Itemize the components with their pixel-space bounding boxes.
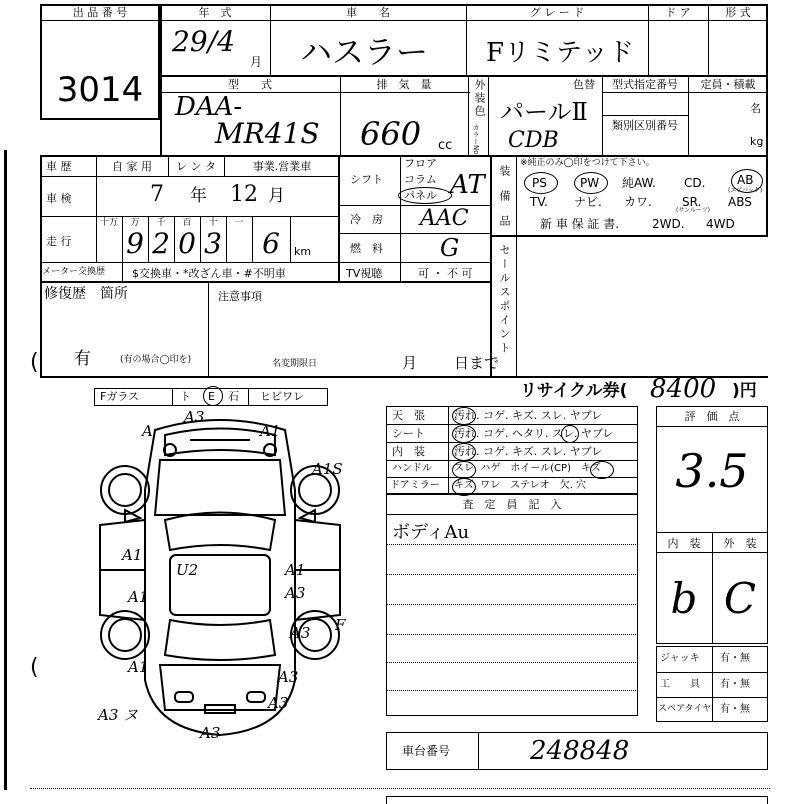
notes-label: 注意事項	[218, 290, 262, 303]
tool-label: 工 具	[660, 679, 700, 690]
tool-value: 有・無	[720, 653, 750, 664]
exterior-grade-value: C	[723, 574, 757, 623]
grade-value: Fリミテッド	[486, 38, 635, 68]
svg-text:A3: A3	[290, 624, 311, 642]
grade-label: グ レ ー ド	[529, 6, 585, 19]
shift-column: コラム	[404, 173, 437, 186]
svg-text:A3: A3	[184, 410, 205, 426]
equip-sr: SR.	[682, 195, 702, 209]
recycle-value: 8400	[650, 374, 717, 404]
repair-label: 修復歴 箇所	[44, 286, 128, 302]
svg-text:A1: A1	[128, 658, 149, 676]
car-name-label: 車 名	[346, 6, 390, 19]
check-row-label: ドアミラー	[390, 480, 440, 491]
svg-text:U2: U2	[176, 561, 199, 579]
shift-value: AT	[450, 170, 485, 200]
margin-mark: (	[30, 350, 39, 375]
displacement-label: 排 気 量	[376, 78, 432, 91]
inspection-label: 車 検	[46, 192, 72, 205]
digit-label-100: 百	[182, 218, 192, 228]
capacity-label: 定員・積載	[700, 78, 756, 91]
digit-label-1: 一	[234, 218, 244, 228]
type-value-model: MR41S	[215, 117, 320, 150]
mileage-digit: 6	[262, 227, 280, 260]
check-row-items: キズ. ワレ ステレオ 欠. 穴	[454, 480, 587, 491]
equip-4wd: 4WD	[706, 217, 735, 231]
recycle-label: リサイクル券(	[520, 381, 628, 401]
interior-grade-value: b	[670, 574, 698, 623]
mileage-digit: 0	[178, 227, 196, 260]
deadline-label: 名変期限日	[272, 359, 318, 369]
panel-circle	[398, 187, 452, 204]
equip-leather: カワ.	[624, 195, 652, 209]
color-change-label: 色替	[573, 78, 595, 91]
tv-label: TV視聴	[346, 267, 383, 280]
check-row-items: 汚れ. コゲ. キズ. スレ. ヤブレ	[454, 409, 603, 422]
tool-value: 有・無	[720, 704, 750, 715]
equip-ps: PS	[532, 176, 547, 190]
tool-label: スペアタイヤ	[658, 704, 712, 714]
check-row-items: スレ. ハゲ ホイール(CP) キズ	[454, 463, 601, 474]
history-business: 事業.営業車	[252, 160, 312, 173]
inspector-label: 査 定 員 記 入	[462, 498, 562, 511]
digit-label-100k: 十万	[99, 218, 118, 228]
ac-label: 冷 房	[350, 213, 383, 226]
chassis-value: 248848	[530, 736, 630, 766]
fuel-value: G	[440, 234, 460, 262]
mileage-digit: 2	[152, 227, 170, 260]
type-label: 型 式	[228, 78, 272, 91]
sales-point-box	[490, 235, 768, 378]
inspection-month-unit: 月	[268, 186, 285, 206]
tool-label: ジャッキ	[660, 653, 700, 664]
svg-text:A1: A1	[260, 422, 281, 440]
svg-text:A1S: A1S	[312, 460, 343, 478]
glass-front: Fガラス	[100, 390, 139, 403]
repair-note: (有の場合◯印を)	[120, 355, 192, 365]
kg-unit: kg	[750, 135, 764, 148]
check-row-items: 汚れ. コゲ. キズ. スレ. ヤブレ	[454, 445, 603, 458]
cc-unit: cc	[438, 138, 453, 153]
year-value: 29/4	[172, 25, 235, 58]
meter-options: $交換車・*改ざん車・#不明車	[132, 267, 286, 280]
car-diagram	[80, 410, 370, 750]
glass-e: E	[208, 390, 215, 403]
recycle-close: )円	[732, 381, 757, 401]
bottom-divider	[30, 788, 770, 789]
equip-ab: AB	[737, 173, 754, 187]
persons-unit: 名	[750, 102, 761, 115]
glass-to: ト	[180, 390, 191, 403]
tool-value: 有・無	[720, 679, 750, 690]
exterior-color-label: 外装色	[473, 79, 486, 118]
equip-ab-sub: (エアバッグ)	[728, 187, 763, 194]
svg-text:A: A	[142, 422, 153, 440]
displacement-value: 660	[360, 115, 422, 153]
equip-tv: TV.	[530, 195, 548, 209]
mileage-label: 走 行	[46, 235, 72, 248]
km-unit: km	[294, 245, 312, 258]
svg-text:A3: A3	[285, 584, 306, 602]
next-sheet-box	[386, 796, 768, 804]
ac-value: AAC	[420, 206, 469, 231]
meter-label: メーター交換歴	[42, 267, 106, 277]
inspection-year-unit: 年	[190, 186, 207, 206]
check-row-label: 内 装	[392, 445, 425, 458]
equip-abs: ABS	[728, 195, 752, 209]
svg-text:A3: A3	[200, 724, 221, 742]
digit-label-10: 十	[208, 218, 218, 228]
shift-floor: フロア	[404, 157, 437, 170]
check-row-label: シート	[392, 427, 425, 440]
car-name-value: ハスラー	[300, 33, 429, 71]
history-label: 車 歴	[46, 160, 72, 173]
color-code: CDB	[508, 128, 559, 153]
margin-rule	[4, 150, 7, 790]
svg-text:A1: A1	[122, 546, 143, 564]
equip-aw: 純AW.	[622, 176, 656, 190]
history-private: 自 家 用	[112, 160, 152, 173]
margin-mark: (	[30, 655, 39, 680]
interior-grade-label: 内 装	[667, 537, 701, 550]
category-label: 類別区別番号	[612, 119, 678, 132]
digit-label-10k: 万	[130, 218, 140, 228]
door-label: ド ア	[665, 6, 691, 19]
form-label: 形 式	[725, 6, 751, 19]
check-row-label: ハンドル	[392, 463, 432, 474]
inspection-year: 7	[150, 182, 164, 207]
svg-text:A3: A3	[268, 694, 289, 712]
history-rental: レ ン タ	[176, 160, 216, 173]
equip-cd: CD.	[684, 176, 706, 190]
year-month-unit: 月	[250, 55, 263, 69]
equip-navi: ナビ.	[574, 195, 602, 209]
year-label: 年 式	[198, 6, 232, 19]
digit-label-1k: 千	[156, 218, 166, 228]
shift-label: シフト	[350, 173, 383, 186]
repair-value: 有	[74, 349, 91, 369]
deadline-day: 日まで	[454, 354, 500, 372]
fuel-label: 燃 料	[350, 242, 383, 255]
equipment-note: ※純正のみ◯印をつけて下さい。	[520, 158, 655, 168]
mileage-digit: 3	[204, 227, 222, 260]
color-no-label: カラーNo.	[472, 124, 480, 157]
tv-value: 可 ・ 不 可	[418, 267, 473, 280]
shift-panel: パネル	[404, 189, 437, 202]
inspection-month: 12	[230, 182, 258, 207]
svg-text:F: F	[335, 616, 346, 634]
color-value: パールⅡ	[500, 98, 588, 126]
equip-sr-sub: (サンルーフ)	[676, 207, 710, 214]
chassis-label: 車台番号	[402, 744, 451, 758]
inspector-comment: ボディAu	[392, 522, 470, 543]
glass-crack: ヒビワレ	[260, 390, 304, 403]
type-value-prefix: DAA-	[175, 92, 243, 122]
equip-pw: PW	[580, 176, 600, 190]
equip-2wd: 2WD.	[652, 217, 685, 231]
glass-stone: 石	[228, 390, 239, 403]
exterior-grade-label: 外 装	[723, 537, 757, 550]
svg-text:A1: A1	[285, 561, 306, 579]
check-row-items: 汚れ. コゲ. ヘタリ. スレ. ヤブレ	[454, 427, 614, 440]
mileage-digit: 9	[126, 227, 144, 260]
deadline-month: 月	[402, 354, 418, 372]
lot-label: 出 品 番 号	[72, 6, 128, 19]
check-row-label: 天 張	[392, 409, 425, 422]
score-value: 3.5	[675, 444, 749, 498]
type-designation-label: 型式指定番号	[612, 78, 678, 91]
equip-warranty: 新 車 保 証 書.	[540, 217, 620, 231]
svg-text:A3: A3	[278, 668, 299, 686]
svg-text:A3 ヌ: A3 ヌ	[98, 706, 139, 724]
sales-point-label: セールスポイント	[498, 244, 511, 356]
equipment-label: 装備品	[498, 165, 511, 240]
lot-number: 3014	[56, 70, 144, 110]
score-label: 評 価 点	[684, 410, 740, 423]
svg-text:A1: A1	[128, 588, 149, 606]
